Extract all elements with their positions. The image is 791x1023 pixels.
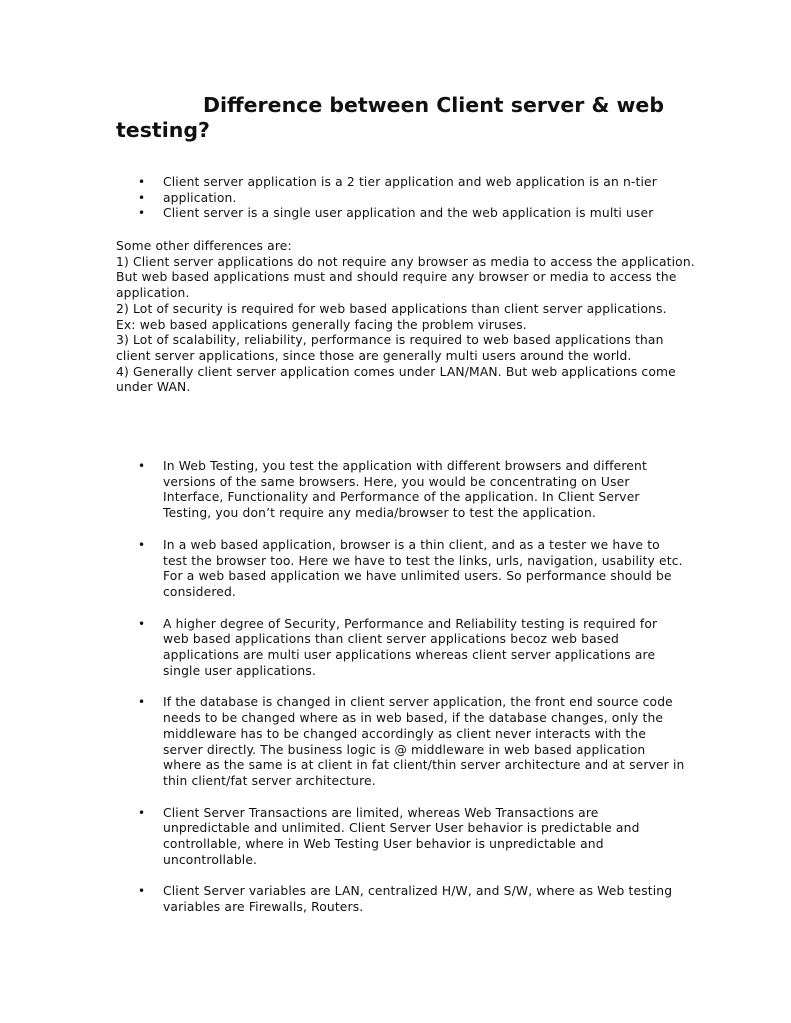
paragraph: 4) Generally client server application comes under LAN/MAN. But web applications come under WAN. [116,364,676,395]
bullet-icon: • [138,175,146,189]
paragraph: Some other differences are: [116,239,292,253]
bullet-icon: • [138,206,146,221]
list-item [116,806,686,869]
top-bullet-list [116,175,686,222]
bullet-icon: • [138,190,146,205]
bullet-icon: • [138,537,146,552]
list-item [116,617,686,680]
document-title: Difference between Client server & web testing? [116,93,664,142]
list-item-text: application. [163,190,237,205]
list-item-text: Client server application is a 2 tier application and web application is an n-tier [163,175,657,189]
paragraph: 1) Client server applications do not require any browser as media to access the application. [116,254,695,269]
list-item-text: In a web based application, browser is a thin client, and as a tester we have to test the browser too. Here we have to test the links, urls, navigation, usability etc. For a web based application we have unlimited users. So performance should be considered. [163,537,683,599]
list-item [116,538,686,601]
paragraph: 3) Lot of scalability, reliability, performance is required to web based applications than client server applications, since those are generally multi users around the world. [116,333,664,363]
bullet-icon: • [138,459,146,473]
list-item [116,206,686,222]
list-item-text: Client server is a single user application and the web application is multi user [163,206,654,221]
bullet-icon: • [138,616,146,631]
list-item [116,695,686,789]
other-differences [116,239,696,396]
bullet-icon: • [138,805,146,820]
bullet-icon: • [138,695,146,710]
list-item [116,459,686,522]
paragraph: But web based applications must and should require any browser or media to access the application. [116,270,677,301]
list-item [116,191,686,207]
list-item [116,884,686,915]
list-item-text: Client Server variables are LAN, centralized H/W, and S/W, where as Web testing variables are Firewalls, Routers. [163,884,673,915]
bullet-icon: • [138,884,146,899]
list-item [116,175,686,191]
difference-bullet-list [116,459,686,932]
list-item-text: Client Server Transactions are limited, whereas Web Transactions are unpredictable and unlimited. Client Server User behavior is predictable and controllable, where in Web Testing User behavior is unpredictable and uncontrollable. [163,805,640,867]
list-item-text: If the database is changed in client server application, the front end source code needs to be changed where as in web based, if the database changes, only the middleware has to be changed accordingly as client never interacts with the server directly. The business logic is @ middleware in web based application where as the same is at client in fat client/thin server architecture and at server in thin client/fat server architecture. [163,695,685,788]
paragraph: 2) Lot of security is required for web based applications than client server applications. [116,301,667,316]
paragraph: Ex: web based applications generally facing the problem viruses. [116,317,527,332]
list-item-text: In Web Testing, you test the application with different browsers and different versions of the same browsers. Here, you would be concentrating on User Interface, Functionality and Performance of the application. In Client Server Testing, you don’t require any media/browser to test the application. [163,459,647,521]
list-item-text: A higher degree of Security, Performance and Reliability testing is required for web based applications than client server applications becoz web based applications are multi user applications whereas client server applications are single user applications. [163,616,658,678]
